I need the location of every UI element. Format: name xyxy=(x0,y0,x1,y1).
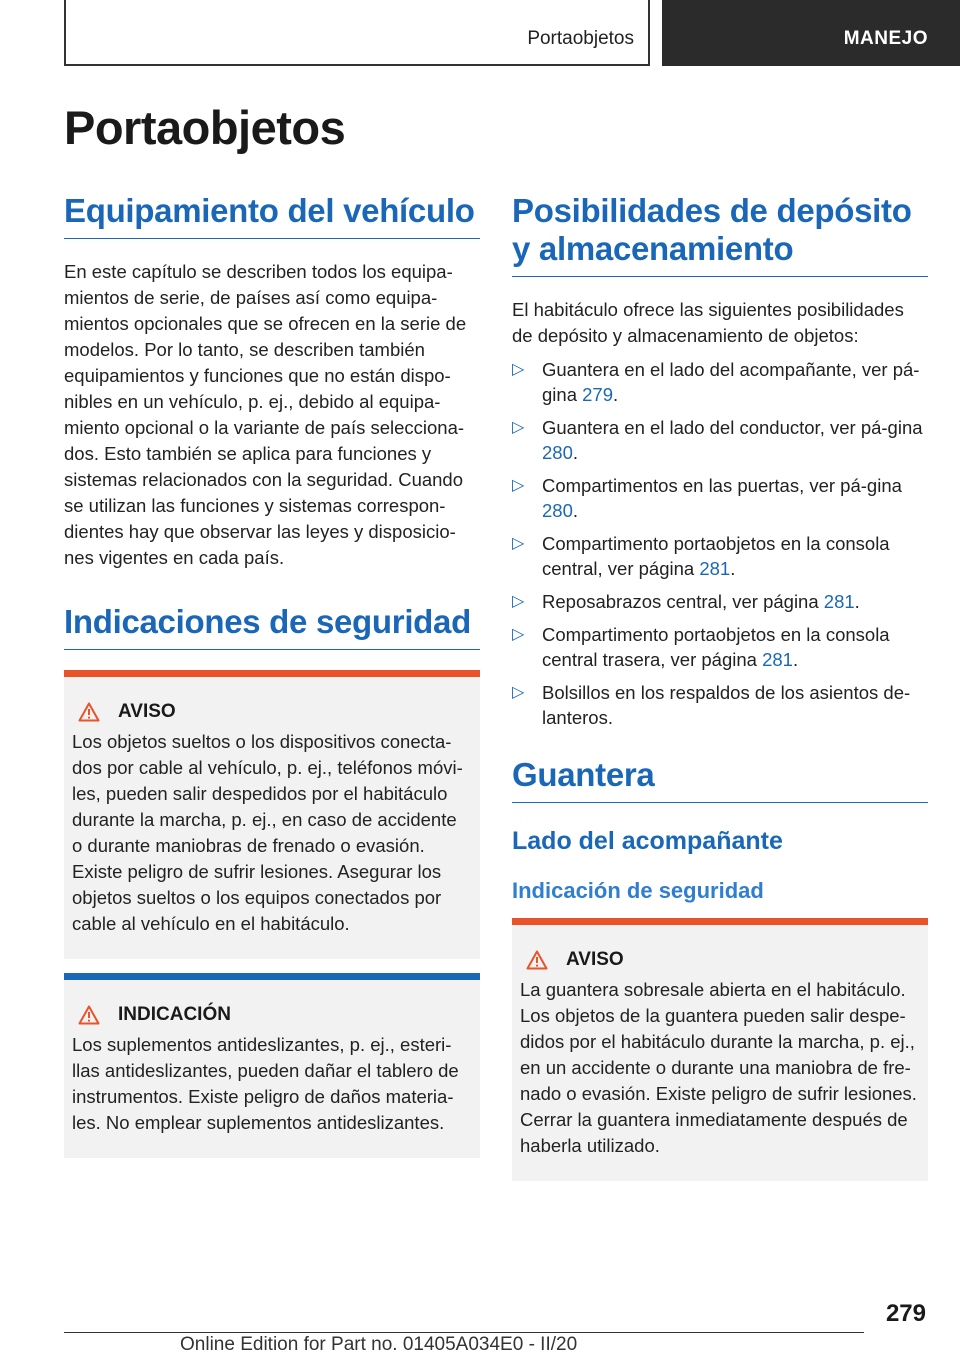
warning-box xyxy=(512,918,928,1181)
left-column xyxy=(64,192,480,1158)
storage-list xyxy=(512,357,928,730)
safety-heading: Indicaciones de seguridad xyxy=(64,603,480,650)
page-link-280[interactable]: 280 xyxy=(542,500,573,521)
note-header xyxy=(78,1004,472,1026)
glovebox-heading: Guantera xyxy=(512,756,928,803)
warning-box xyxy=(64,670,480,959)
list-bullet: ▷ xyxy=(512,477,525,494)
warning-text: La guantera sobresale abierta en el habitáculo. Los objetos de la guantera pueden salir despe-didos por el habitáculo durante la marcha, p. ej., en un accidente o durante una maniobra de fre-nado o evasión. Existe peligro de sufrir lesiones. Cerrar la guantera inmediatamente después de haberla utilizado. xyxy=(520,979,917,1156)
footer-divider xyxy=(64,1332,864,1333)
warning-triangle-icon xyxy=(526,950,548,970)
list-item: ▷ Guantera en el lado del acompañante, ver pá-gina 279. xyxy=(512,359,920,405)
list-bullet: ▷ xyxy=(512,684,525,701)
list-bullet: ▷ xyxy=(512,361,525,378)
note-title: INDICACIÓN xyxy=(118,1004,231,1025)
page-link-281[interactable]: 281 xyxy=(762,649,793,670)
page-link-281[interactable]: 281 xyxy=(823,591,855,612)
header-section-title: Portaobjetos xyxy=(527,28,634,49)
page-number: 279 xyxy=(885,1300,926,1327)
note-box xyxy=(64,973,480,1158)
list-bullet: ▷ xyxy=(512,626,525,643)
warning-text: Los objetos sueltos o los dispositivos conecta-dos por cable al vehículo, p. ej., teléfonos móvi-les, pueden salir despedidos por el habitáculo durante la marcha, p. ej., en caso de accidente o durante maniobras de frenado o evasión. Existe peligro de sufrir lesiones. Asegurar los objetos sueltos o los equipos conectados por cable al vehículo en el habitáculo. xyxy=(72,731,463,934)
list-item: ▷ Compartimento portaobjetos en la consola central trasera, ver página 281. xyxy=(512,624,890,670)
list-bullet: ▷ xyxy=(512,419,525,436)
warning-header xyxy=(78,701,472,723)
storage-intro: El habitáculo ofrece las siguientes posibilidades de depósito y almacenamiento de objetos: xyxy=(512,299,904,346)
warning-header xyxy=(526,949,920,971)
header-chapter-title: MANEJO xyxy=(843,28,928,49)
warning-title: AVISO xyxy=(566,949,624,970)
warning-triangle-icon xyxy=(78,1005,100,1025)
header-section-box xyxy=(64,0,650,66)
list-item: ▷ Guantera en el lado del conductor, ver pá-gina 280. xyxy=(512,417,923,463)
right-column xyxy=(512,192,928,1181)
warning-title: AVISO xyxy=(118,701,176,722)
safety-subheading: Indicación de seguridad xyxy=(512,878,764,903)
header-chapter-tab xyxy=(662,0,960,66)
list-item: ▷ Reposabrazos central, ver página 281. xyxy=(512,591,860,612)
page-title: Portaobjetos xyxy=(64,101,346,154)
footer-edition: Online Edition for Part no. 01405A034E0 - II/20 xyxy=(180,1334,578,1355)
warning-triangle-icon xyxy=(78,702,100,722)
storage-heading: Posibilidades de depósito y almacenamiento xyxy=(512,192,928,277)
equipment-text: En este capítulo se describen todos los equipa-mientos de serie, de países así como equipa-mientos opcionales que se ofrecen en la serie de modelos. Por lo tanto, se describen también equipamientos y funciones que no están dispo-nibles en un vehículo, p. ej., debido al equipa-miento opcional o la variante de país selecciona-dos. Esto también se aplica para funciones y sistemas relacionados con la seguridad. Cuando se utilizan las funciones y sistemas correspon-dientes hay que observar las leyes y disposicio-nes vigentes en cada país. xyxy=(64,261,467,568)
list-item: ▷ Compartimento portaobjetos en la consola central, ver página 281. xyxy=(512,533,890,579)
list-bullet: ▷ xyxy=(512,593,525,610)
list-bullet: ▷ xyxy=(512,535,525,552)
note-text: Los suplementos antideslizantes, p. ej., esteri-llas antideslizantes, pueden dañar el tablero de instrumentos. Existe peligro de daños materia-les. No emplear suplementos antideslizantes. xyxy=(72,1034,459,1133)
equipment-heading: Equipamiento del vehículo xyxy=(64,192,480,239)
page-link-279[interactable]: 279 xyxy=(582,384,613,405)
list-item: ▷ Bolsillos en los respaldos de los asientos de-lanteros. xyxy=(512,682,911,728)
passenger-side-heading: Lado del acompañante xyxy=(512,827,783,855)
list-item: ▷ Compartimentos en las puertas, ver pá-gina 280. xyxy=(512,475,902,521)
page-link-280[interactable]: 280 xyxy=(542,442,573,463)
page-link-281[interactable]: 281 xyxy=(699,558,731,579)
